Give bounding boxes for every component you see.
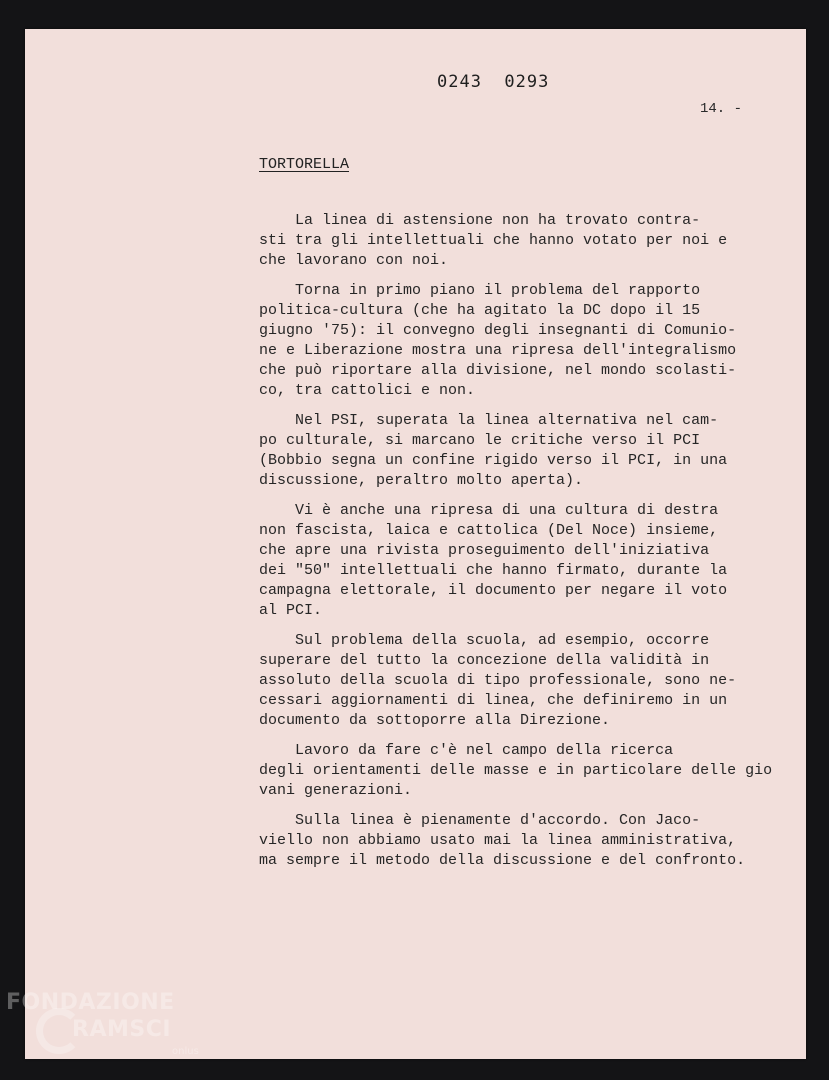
text-line: vani generazioni. (259, 782, 413, 799)
text-line: non fascista, laica e cattolica (Del Noce) insieme, (259, 522, 719, 539)
text-line: degli orientamenti delle masse e in particolare delle gio (259, 762, 773, 779)
paragraph (259, 211, 809, 271)
text-line: al PCI. (259, 602, 323, 619)
text-line: cessari aggiornamenti di linea, che definiremo in un (259, 692, 728, 709)
text-line: assoluto della scuola di tipo professionale, sono ne- (259, 672, 737, 689)
text-line: co, tra cattolici e non. (259, 382, 476, 399)
text-line: po culturale, si marcano le critiche verso il PCI (259, 432, 701, 449)
paragraph (259, 501, 809, 621)
text-line: politica-cultura (che ha agitato la DC dopo il 15 (259, 302, 701, 319)
text-line: documento da sottoporre alla Direzione. (259, 712, 611, 729)
text-line: Lavoro da fare c'è nel campo della ricerca (259, 742, 674, 759)
text-line: che lavorano con noi. (259, 252, 449, 269)
text-line: campagna elettorale, il documento per negare il voto (259, 582, 728, 599)
archive-reference-number: 0243 0293 (437, 72, 550, 92)
watermark-line2: RAMSCI (72, 1017, 172, 1042)
paragraph (259, 281, 809, 401)
document-body (259, 211, 809, 881)
page-number: 14. - (700, 101, 743, 117)
watermark-line1: FONDAZIONE (6, 990, 175, 1015)
text-line: ne e Liberazione mostra una ripresa dell'integralismo (259, 342, 737, 359)
watermark-suffix: onlus (172, 1046, 199, 1057)
paragraph (259, 631, 809, 731)
text-line: Sulla linea è pienamente d'accordo. Con Jaco- (259, 812, 701, 829)
text-line: Sul problema della scuola, ad esempio, occorre (259, 632, 710, 649)
text-line: (Bobbio segna un confine rigido verso il PCI, in una (259, 452, 728, 469)
text-line: superare del tutto la concezione della validità in (259, 652, 710, 669)
paragraph (259, 411, 809, 491)
paragraph (259, 741, 809, 801)
text-line: Nel PSI, superata la linea alternativa nel cam- (259, 412, 719, 429)
text-line: che apre una rivista proseguimento dell'iniziativa (259, 542, 710, 559)
text-line: discussione, peraltro molto aperta). (259, 472, 584, 489)
text-line: sti tra gli intellettuali che hanno votato per noi e (259, 232, 728, 249)
text-line: che può riportare alla divisione, nel mondo scolasti- (259, 362, 737, 379)
text-line: La linea di astensione non ha trovato contra- (259, 212, 701, 229)
fondazione-gramsci-watermark (6, 990, 216, 1070)
text-line: ma sempre il metodo della discussione e del confronto. (259, 852, 746, 869)
text-line: Torna in primo piano il problema del rapporto (259, 282, 701, 299)
text-line: Vi è anche una ripresa di una cultura di destra (259, 502, 719, 519)
text-line: dei "50" intellettuali che hanno firmato, durante la (259, 562, 728, 579)
text-line: giugno '75): il convegno degli insegnanti di Comunio- (259, 322, 737, 339)
paragraph (259, 811, 809, 871)
speaker-heading: TORTORELLA (259, 156, 350, 173)
text-line: viello non abbiamo usato mai la linea amministrativa, (259, 832, 737, 849)
